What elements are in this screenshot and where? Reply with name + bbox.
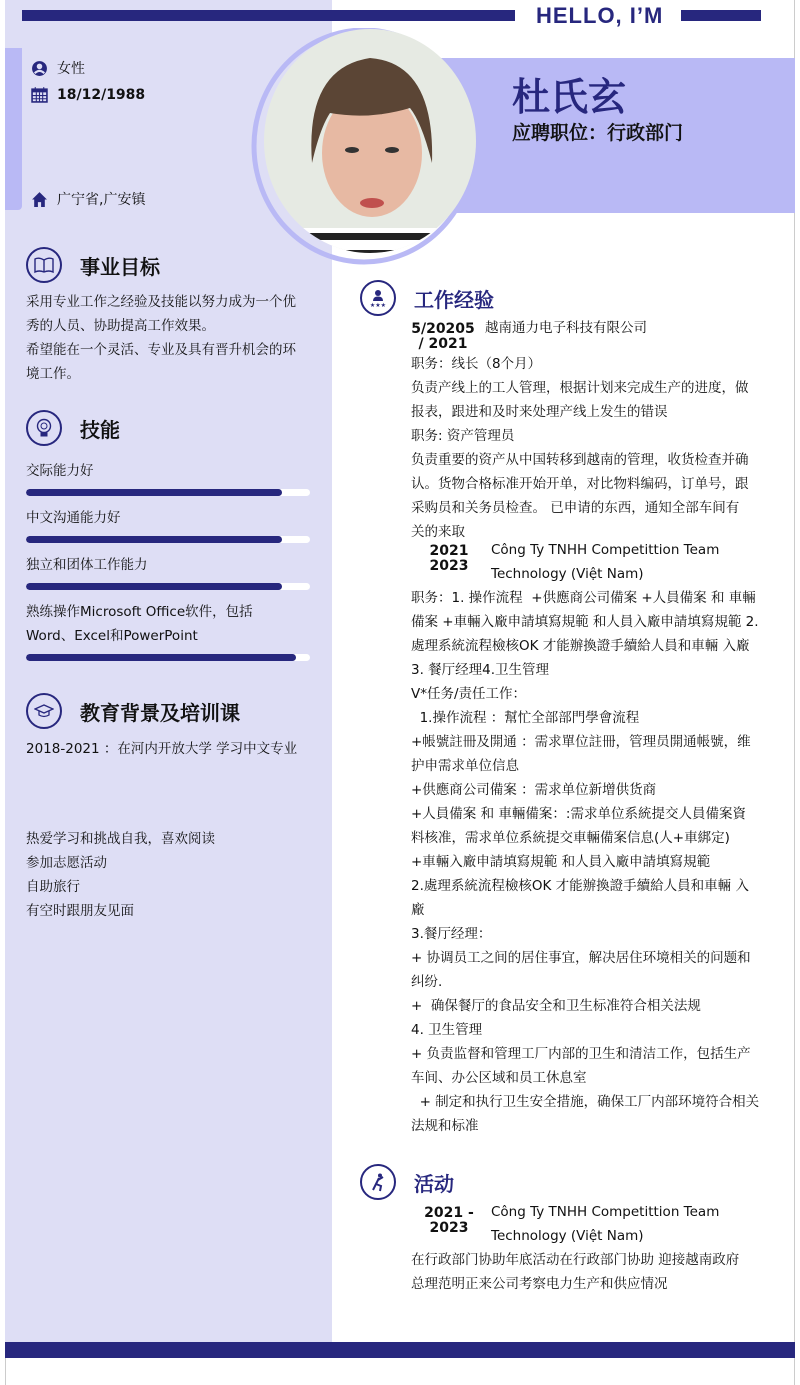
gender-row: [31, 58, 85, 78]
activities-heading: 活动: [360, 1164, 454, 1200]
calendar-icon: [31, 86, 48, 103]
description-line: + 确保餐厅的食品安全和卫生标准符合相关法规: [411, 998, 701, 1014]
skill-item: [26, 600, 316, 661]
description-line: +人員備案 和 車輛備案：:需求单位系統提交人員備案資: [411, 806, 746, 822]
skill-label: 熟练操作Microsoft Office软件，包括: [26, 604, 253, 620]
entry-header: [417, 1206, 771, 1248]
exercise-icon: [360, 1164, 396, 1200]
skill-label: Word、Excel和PowerPoint: [26, 628, 198, 644]
hobby-item: 有空时跟朋友见面: [26, 903, 134, 919]
home-icon: [31, 191, 48, 208]
header-bar-left: [22, 10, 515, 21]
profile-photo: [250, 28, 480, 268]
description-line: +帳號註冊及開通 ：需求單位註冊，管理员開通帳號，维: [411, 734, 751, 750]
objective-text: [26, 290, 316, 386]
description-line: 料核准，需求单位系統提交車輛備案信息(人+車綁定): [411, 830, 730, 846]
skill-bar-fill: [26, 536, 282, 543]
description-line: 报表，跟进和及时来处理产线上发生的错误: [411, 404, 668, 420]
skill-label: 交际能力好: [26, 463, 94, 479]
skill-bar-fill: [26, 583, 282, 590]
skill-item: [26, 459, 316, 496]
description-line: 负责重要的资产从中国转移到越南的管理，收货检查并确: [411, 452, 749, 468]
skill-bar: [26, 583, 310, 590]
hobby-item: 热爱学习和挑战自我，喜欢阅读: [26, 831, 215, 847]
date-text: 2021: [429, 543, 469, 559]
description-line: 備案 +車輛入廠申請填寫規範 和人員入廠申請填寫規範 2.: [411, 614, 759, 630]
info-accent-bar: [5, 48, 22, 210]
company-name: [491, 538, 719, 586]
company-name: [485, 316, 647, 352]
birthdate: 18/12/1988: [57, 86, 146, 103]
description-line: + 负责监督和管理工厂内部的卫生和清洁工作，包括生产: [411, 1046, 751, 1062]
address-row: [31, 189, 145, 209]
description-line: + 协调员工之间的居住事宜，解决居住环境相关的问题和: [411, 950, 751, 966]
description-line: 2.處理系統流程檢核OK 才能辦換證手續給人員和車輛 入: [411, 878, 749, 894]
candidate-name: 杜氏玄: [512, 75, 627, 119]
description-line: 纠纷.: [411, 974, 443, 990]
description-line: 车间、办公区域和员工休息室: [411, 1070, 587, 1086]
company-line: Technology (Việt Nam): [491, 566, 644, 582]
birthdate-row: [31, 86, 145, 103]
skill-item: [26, 506, 316, 543]
skill-label: 独立和团体工作能力: [26, 557, 148, 573]
date-text: / 2021: [418, 336, 468, 352]
description-line: + 制定和执行卫生安全措施，确保工厂内部环境符合相关: [411, 1094, 760, 1110]
company-line: Công Ty TNHH Competittion Team: [491, 1204, 720, 1220]
description-line: 认。货物合格标准开始开单，对比物料编码，订单号，跟: [411, 476, 749, 492]
description-line: +車輛入廠申請填寫規範 和人員入廠申請填寫規範: [411, 854, 711, 870]
entry-date: [417, 1206, 481, 1248]
description-line: 职务：线长（8个月）: [411, 356, 542, 372]
date-text: 2023: [429, 558, 469, 574]
description-line: V*任务/责任工作：: [411, 686, 527, 702]
entry-date: [411, 322, 475, 352]
gender: 女性: [57, 61, 85, 77]
date-text: 2023: [429, 1220, 469, 1236]
description-line: 4. 卫生管理: [411, 1022, 483, 1038]
description-line: +供應商公司備案 ：需求单位新增供货商: [411, 782, 657, 798]
book-icon: [26, 247, 62, 283]
description-line: 采购员和关务员检查。 已申请的东西，通知全部车间有: [411, 500, 740, 516]
hobby-item: 参加志愿活动: [26, 855, 107, 871]
objective-line: 采用专业工作之经验及技能以努力成为一个优: [26, 294, 296, 310]
footer-bar: [5, 1342, 795, 1358]
company-line: 越南通力电子科技有限公司: [485, 320, 647, 336]
entry-date: [417, 544, 481, 586]
description-line: 1.操作流程 ：幫忙全部部門學會流程: [411, 710, 640, 726]
entry-header: [417, 544, 771, 586]
description-line: 處理系統流程檢核OK 才能辦換證手續給人員和車輛 入廠: [411, 638, 750, 654]
experience-list: [411, 322, 771, 1138]
hobbies-list: [26, 827, 316, 923]
objective-heading: 事业目标: [26, 247, 160, 283]
company-name: [491, 1200, 719, 1248]
date-text: 2021 -: [424, 1205, 474, 1221]
description-line: 职务: 资产管理员: [411, 428, 515, 444]
skill-bar: [26, 489, 310, 496]
user-icon: [31, 60, 48, 77]
skills-heading: 技能: [26, 410, 120, 446]
company-line: Công Ty TNHH Competittion Team: [491, 542, 720, 558]
skill-bar: [26, 536, 310, 543]
experience-heading: ★★★ 工作经验: [360, 280, 494, 316]
description-line: 3.餐厅经理：: [411, 926, 492, 942]
objective-line: 境工作。: [26, 366, 80, 382]
company-line: Technology (Việt Nam): [491, 1228, 644, 1244]
description-line: 法规和标准: [411, 1118, 479, 1134]
employee-icon: [360, 280, 396, 316]
description-line: 负责产线上的工人管理，根据计划来完成生产的进度，做: [411, 380, 749, 396]
skill-bar: [26, 654, 310, 661]
objective-line: 秀的人员、协助提高工作效果。: [26, 318, 215, 334]
description-line: 廠: [411, 902, 425, 918]
skill-label: 中文沟通能力好: [26, 510, 121, 526]
hobby-item: 自助旅行: [26, 879, 80, 895]
description-line: 总理范明正来公司考察电力生产和供应情况: [411, 1276, 668, 1292]
hello-heading: HELLO, I’M: [536, 3, 664, 28]
description-line: 护申需求单位信息: [411, 758, 519, 774]
education-heading: 教育背景及培训课: [26, 693, 240, 729]
lightbulb-icon: [26, 410, 62, 446]
skill-item: [26, 553, 316, 590]
education-line: 2018-2021 ：在河内开放大学 学习中文专业: [26, 741, 298, 757]
description-line: 在行政部门协助年底活动在行政部门协助 迎接越南政府: [411, 1252, 740, 1268]
svg-text:★★★: ★★★: [369, 302, 387, 308]
description-line: 关的来取: [411, 524, 465, 540]
date-text: 5/20205: [411, 321, 475, 337]
header-bar-right: [681, 10, 761, 21]
objective-line: 希望能在一个灵活、专业及具有晋升机会的环: [26, 342, 296, 358]
graduation-icon: [26, 693, 62, 729]
address: 广宁省,广安镇: [57, 192, 146, 208]
description-line: 3. 餐厅经理4.卫生管理: [411, 662, 550, 678]
entry-header: [411, 322, 771, 352]
activities-list: [411, 1206, 771, 1296]
skill-bar-fill: [26, 654, 296, 661]
applied-position: 应聘职位：行政部门: [512, 122, 684, 144]
skill-bar-fill: [26, 489, 282, 496]
description-line: 职务：1. 操作流程 +供應商公司備案 +人員備案 和 車輛: [411, 590, 756, 606]
